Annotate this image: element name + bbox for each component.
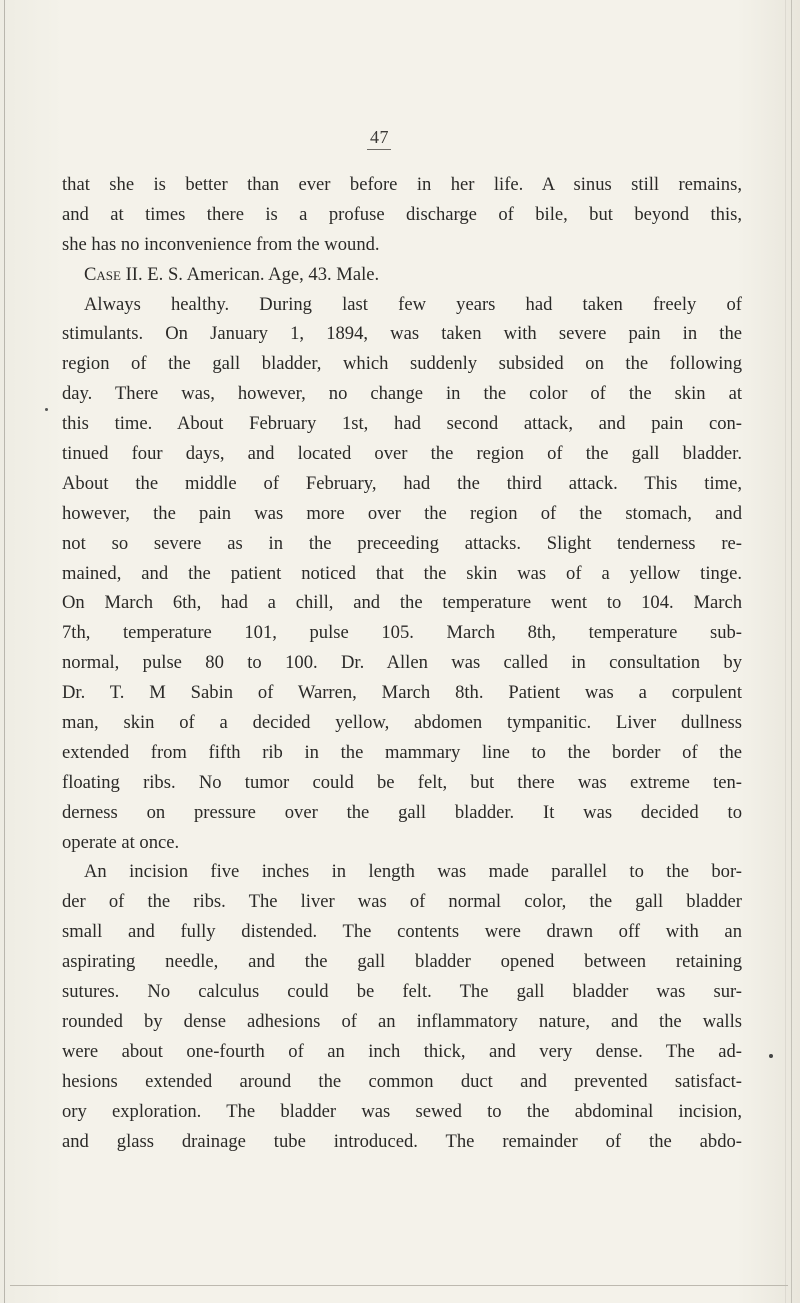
text-line: der of the ribs. The liver was of normal color, the gall bladder — [62, 891, 742, 913]
text-line: this time. About February 1st, had second attack, and pain con- — [62, 413, 742, 435]
text-line: 7th, temperature 101, pulse 105. March 8th, temperature sub- — [62, 622, 742, 644]
text-line: floating ribs. No tumor could be felt, but there was extreme ten- — [62, 771, 742, 793]
page-right-edge-inner — [785, 0, 786, 1303]
text-line: day. There was, however, no change in the color of the skin at — [62, 383, 742, 405]
text-line: mained, and the patient noticed that the skin was of a yellow tinge. — [62, 562, 742, 584]
text-line: stimulants. On January 1, 1894, was taken with severe pain in the — [62, 323, 742, 345]
text-line: were about one-fourth of an inch thick, and very dense. The ad- — [62, 1040, 742, 1062]
page-right-edge — [791, 0, 792, 1303]
text-line: rounded by dense adhesions of an inflammatory nature, and the walls — [62, 1010, 742, 1032]
text-line: extended from fifth rib in the mammary line to the border of the — [62, 741, 742, 763]
text-line: however, the pain was more over the region of the stomach, and — [62, 502, 742, 524]
text-line: ory exploration. The bladder was sewed to the abdominal incision, — [62, 1100, 742, 1122]
body-text — [62, 170, 742, 1156]
text-line: On March 6th, had a chill, and the temperature went to 104. March — [62, 592, 742, 614]
margin-speck — [45, 408, 48, 411]
text-line: Dr. T. M Sabin of Warren, March 8th. Patient was a corpulent — [62, 682, 742, 704]
text-line: and glass drainage tube introduced. The remainder of the abdo- — [62, 1130, 742, 1152]
page-number-underline — [367, 149, 391, 150]
text-line: that she is better than ever before in her life. A sinus still remains, — [62, 174, 742, 195]
case-heading: Case II. E. S. American. Age, 43. Male. — [84, 263, 380, 285]
page-number: 47 — [370, 127, 389, 147]
text-line: About the middle of February, had the third attack. This time, — [62, 472, 742, 494]
text-line: small and fully distended. The contents were drawn off with an — [62, 921, 742, 943]
case-label: Case — [84, 263, 121, 285]
text-line: sutures. No calculus could be felt. The gall bladder was sur- — [62, 981, 742, 1003]
text-line: operate at once. — [62, 831, 180, 853]
margin-speck-right — [769, 1054, 773, 1058]
text-line: aspirating needle, and the gall bladder opened between retaining — [62, 951, 742, 973]
text-line: An incision five inches in length was made parallel to the bor- — [84, 861, 742, 883]
text-line: hesions extended around the common duct and prevented satisfact- — [62, 1070, 742, 1092]
text-line: region of the gall bladder, which suddenly subsided on the following — [62, 353, 742, 375]
text-line: and at times there is a profuse discharge of bile, but beyond this, — [62, 203, 742, 225]
text-line: Always healthy. During last few years had taken freely of — [84, 293, 742, 315]
text-line: derness on pressure over the gall bladder. It was decided to — [62, 801, 742, 823]
text-line: she has no inconvenience from the wound. — [62, 233, 380, 255]
text-line: man, skin of a decided yellow, abdomen tympanitic. Liver dullness — [62, 712, 742, 734]
text-line: tinued four days, and located over the region of the gall bladder. — [62, 443, 742, 465]
page-bottom-edge — [10, 1285, 788, 1286]
text-line: not so severe as in the preceeding attacks. Slight tenderness re- — [62, 532, 742, 554]
page-left-edge — [4, 0, 5, 1303]
text-line: normal, pulse 80 to 100. Dr. Allen was called in consultation by — [62, 652, 742, 674]
